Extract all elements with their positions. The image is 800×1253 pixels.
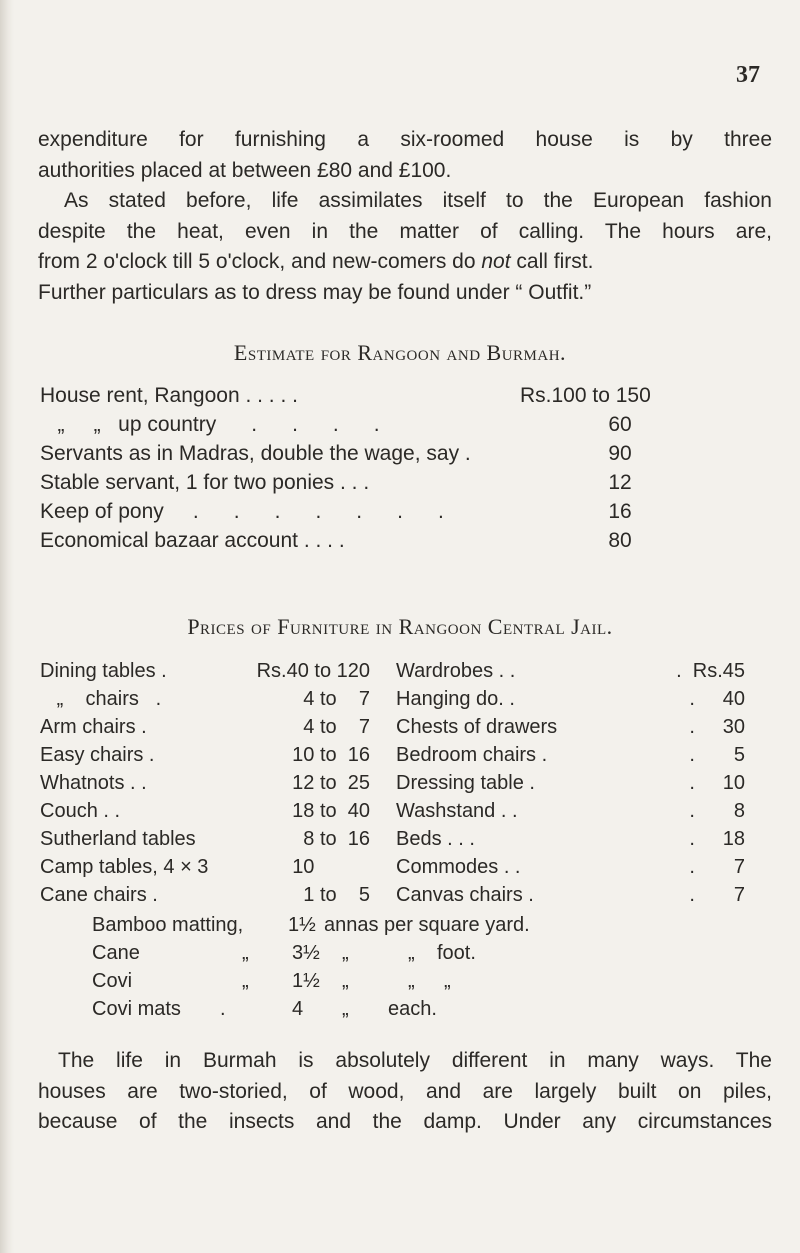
furniture-price: . 18 [689, 828, 745, 850]
furniture-price: . 10 [689, 772, 745, 794]
furniture-row [40, 884, 760, 912]
closing-line-1-text: The life in Burmah is absolutely different in many ways. The [58, 1049, 772, 1072]
intro-line-2: authorities placed at between £80 and £100. [38, 158, 452, 182]
furniture-item: Dressing table . [396, 772, 535, 794]
furniture-item: Wardrobes . . [396, 660, 516, 682]
furniture-price: 4 to 7 [303, 688, 370, 710]
furniture-row [40, 856, 760, 884]
furniture-item: Canvas chairs . [396, 884, 534, 906]
furniture-row [40, 688, 760, 716]
matting-name: Covi mats [92, 998, 181, 1020]
estimate-row [40, 384, 700, 414]
matting-name: Cane [92, 942, 140, 964]
matting-unit: annas per square yard. [324, 914, 530, 936]
ditto-mark: „ [342, 998, 349, 1020]
furniture-item: Commodes . . [396, 856, 521, 878]
estimate-row [40, 500, 700, 530]
furniture-price: 12 to 25 [292, 772, 370, 794]
estimate-label: Keep of pony . . . . . . . [40, 500, 444, 523]
furniture-price: . 8 [689, 800, 745, 822]
ditto-mark: „ [242, 942, 249, 964]
furniture-item: Sutherland tables [40, 828, 196, 850]
matting-quantity: 4 [292, 998, 304, 1020]
calling-line-3-a: from 2 o'clock till 5 o'clock, and new-comers do [38, 250, 482, 273]
estimate-row [40, 471, 700, 501]
furniture-price: Rs.40 to 120 [256, 660, 370, 682]
furniture-row [40, 716, 760, 744]
calling-line-3-emphasis: not [481, 250, 511, 273]
estimate-value: 16 [608, 500, 632, 523]
furniture-row [40, 828, 760, 856]
furniture-price: . 40 [689, 688, 745, 710]
furniture-item: Hanging do. . [396, 688, 515, 710]
matting-unit: each. [388, 998, 437, 1020]
furniture-item: Arm chairs . [40, 716, 147, 738]
closing-line-2: houses are two-storied, of wood, and are largely built on piles, [38, 1079, 772, 1103]
page-number: 37 [736, 62, 760, 88]
furniture-price: . Rs.45 [676, 660, 745, 682]
intro-paragraph [38, 125, 772, 186]
furniture-item: Dining tables . [40, 660, 167, 682]
calling-paragraph [38, 186, 772, 308]
furniture-price: 8 to 16 [303, 828, 370, 850]
matting-row [92, 970, 692, 998]
matting-row [92, 914, 692, 942]
closing-paragraph [38, 1046, 772, 1138]
estimate-row [40, 442, 700, 472]
estimate-row [40, 413, 700, 443]
ditto-mark: „ [408, 942, 415, 964]
furniture-row [40, 744, 760, 772]
estimate-heading: Estimate for Rangoon and Burmah. [233, 340, 567, 365]
furniture-row [40, 660, 760, 688]
estimate-value: 90 [608, 442, 632, 465]
ditto-mark: „ [242, 970, 249, 992]
furniture-item: Easy chairs . [40, 744, 155, 766]
estimate-label: „ „ up country . . . . [40, 413, 380, 436]
furniture-item: Chests of drawers [396, 716, 558, 738]
matting-name: Covi [92, 970, 133, 992]
furniture-item: Whatnots . . [40, 772, 147, 794]
furniture-item: Beds . . . [396, 828, 475, 850]
estimate-value: 60 [608, 413, 632, 436]
furniture-price: 18 to 40 [292, 800, 370, 822]
ditto-mark: „ [342, 970, 349, 992]
estimate-label: Servants as in Madras, double the wage, say . [40, 442, 471, 465]
matting-unit: „ [444, 970, 451, 992]
calling-line-4: Further particulars as to dress may be found under “ Outfit.” [38, 280, 592, 304]
closing-line-3: because of the insects and the damp. Under any circumstances [38, 1110, 772, 1133]
estimate-label: House rent, Rangoon . . . . . [40, 384, 298, 407]
matting-quantity: 3½ [292, 942, 320, 964]
matting-quantity: 1½ [292, 970, 320, 992]
furniture-item: Couch . . [40, 800, 121, 822]
estimate-value: Rs.100 to 150 [520, 384, 651, 407]
calling-line-1-text: As stated before, life assimilates itself to the European fashion [64, 189, 772, 212]
furniture-row [40, 772, 760, 800]
furniture-price: 4 to 7 [303, 716, 370, 738]
closing-line-1 [38, 1046, 772, 1077]
intro-line-1: expenditure for furnishing a six-roomed house is by three [38, 128, 772, 151]
furniture-item: Washstand . . [396, 800, 518, 822]
estimate-value: 80 [608, 529, 632, 552]
ditto-mark: „ [342, 942, 349, 964]
furniture-item: Bedroom chairs . [396, 744, 548, 766]
matting-row [92, 942, 692, 970]
estimate-label: Stable servant, 1 for two ponies . . . [40, 471, 370, 494]
ditto-mark: . [220, 998, 226, 1020]
furniture-item: „ chairs . [40, 688, 162, 710]
matting-row [92, 998, 692, 1026]
matting-name: Bamboo matting, [92, 914, 244, 936]
furniture-item: Camp tables, 4 × 3 [40, 856, 209, 878]
estimate-row [40, 529, 700, 559]
calling-line-3 [38, 247, 772, 278]
ditto-mark: „ [408, 970, 415, 992]
furniture-price: 1 to 5 [303, 884, 370, 906]
furniture-row [40, 800, 760, 828]
calling-line-1 [38, 186, 772, 217]
calling-line-3-b: call first. [510, 250, 594, 273]
matting-quantity: 1½ [288, 914, 316, 936]
calling-line-2: despite the heat, even in the matter of calling. The hours are, [38, 219, 772, 243]
furniture-price: 10 to 16 [292, 744, 370, 766]
furniture-price: . 7 [689, 884, 745, 906]
furniture-price: . 7 [689, 856, 745, 878]
furniture-price: 10 [292, 856, 370, 878]
estimate-value: 12 [608, 471, 632, 494]
furniture-item: Cane chairs . [40, 884, 158, 906]
furniture-price: . 30 [689, 716, 745, 738]
estimate-label: Economical bazaar account . . . . [40, 529, 345, 552]
furniture-price: . 5 [689, 744, 745, 766]
matting-unit: foot. [437, 942, 476, 964]
furniture-heading: Prices of Furniture in Rangoon Central Jail. [187, 614, 613, 639]
